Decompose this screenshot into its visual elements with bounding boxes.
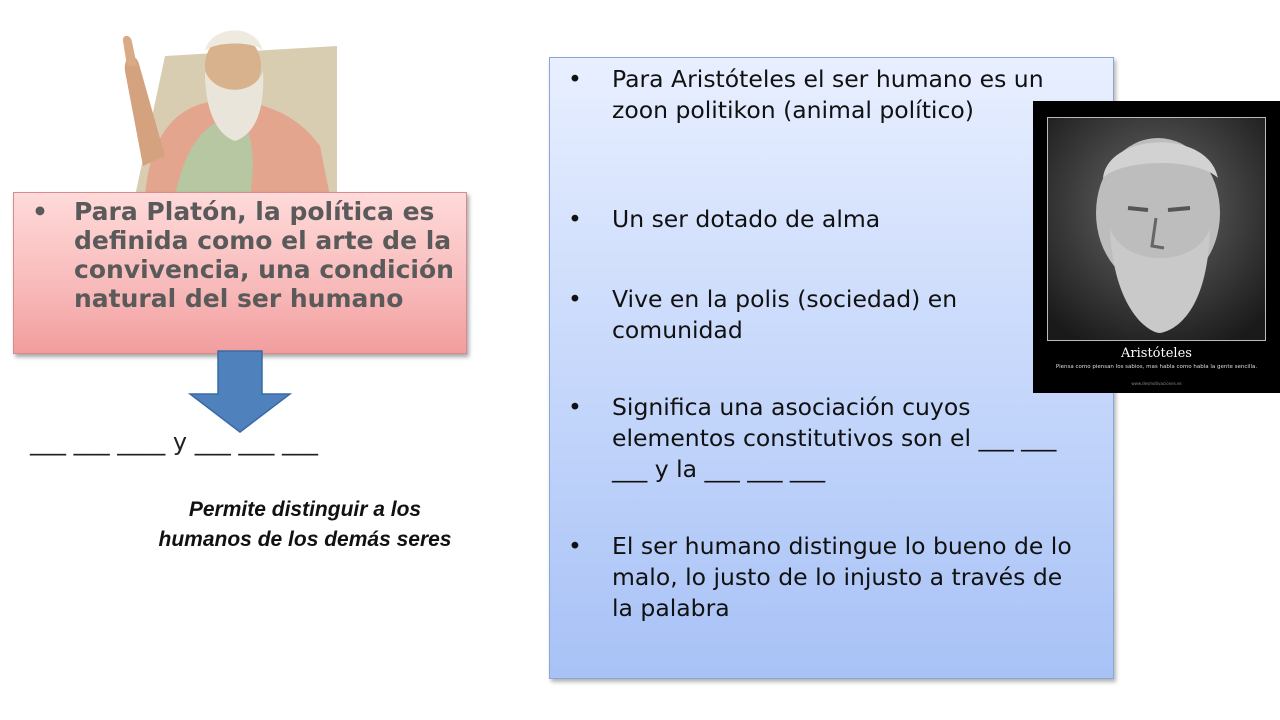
plato-bullet: • Para Platón, la política es definida como el arte de la convivencia, una condición natural del ser humano (32, 197, 454, 313)
aristotle-item-5: • El ser humano distingue lo bueno de lo malo, lo justo de lo injusto a través de la palabra (568, 531, 1088, 624)
aristotle-caption: Aristóteles (1121, 346, 1192, 361)
aristotle-poster (1033, 101, 1280, 393)
blanks-line: ___ ___ ____ y ___ ___ ___ (30, 428, 318, 456)
plato-portrait (105, 16, 337, 196)
aristotle-bust-image (1048, 118, 1265, 340)
plato-textbox (13, 192, 467, 354)
aristotle-item-3: • Vive en la polis (sociedad) en comunidad (568, 284, 1088, 346)
aristotle-photo-frame (1047, 117, 1266, 341)
aristotle-item-2: • Un ser dotado de alma (568, 204, 1088, 235)
permite-caption: Permite distinguir a los humanos de los demás seres (158, 498, 452, 551)
aristotle-textbox (549, 57, 1114, 679)
aristotle-source: www.desmotivaciones.es (1131, 381, 1182, 386)
aristotle-quote: Piensa como piensan los sabios, mas habla como habla la gente sencilla. (1055, 364, 1258, 370)
aristotle-item-1: • Para Aristóteles el ser humano es un zoon politikon (animal político) (568, 64, 1088, 126)
aristotle-item-4: • Significa una asociación cuyos elementos constitutivos son el ___ ___ ___ y la ___ ___ ___ (568, 392, 1088, 485)
down-arrow-icon (188, 350, 292, 434)
